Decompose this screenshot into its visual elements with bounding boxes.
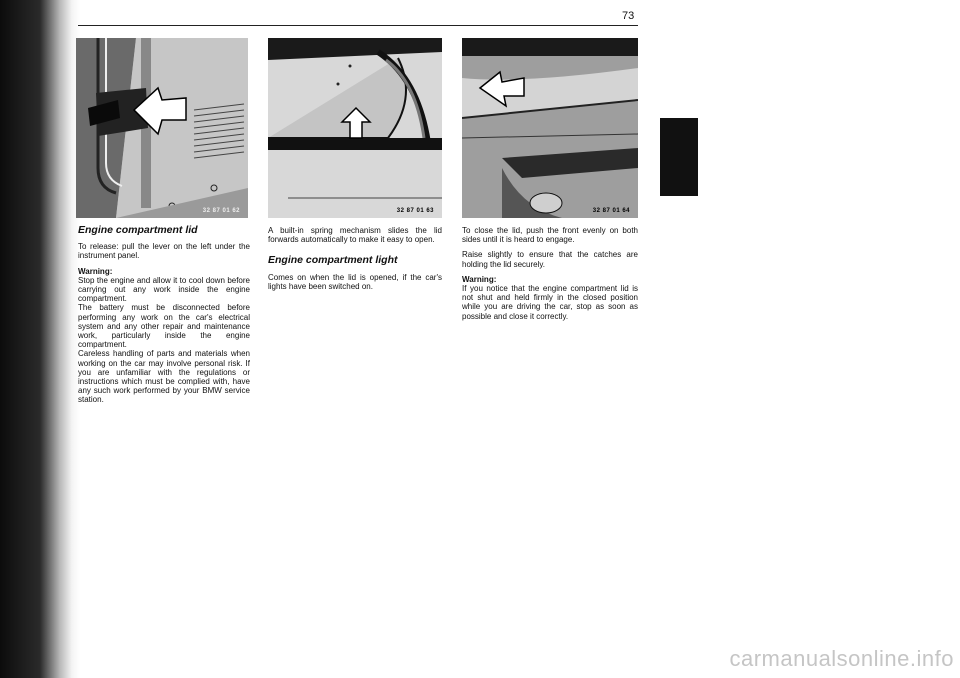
spring-mechanism-illustration xyxy=(268,38,442,218)
text-column-2 xyxy=(268,226,442,297)
text-column-1 xyxy=(78,226,250,411)
catch-check-text: Raise slightly to ensure that the catches are holding the lid securely. xyxy=(462,250,638,269)
warning-text: Stop the engine and allow it to cool down before carrying out any work inside the engine compartment. xyxy=(78,275,250,304)
heading-engine-compartment-lid: Engine compartment lid xyxy=(78,224,198,236)
warning-label: Warning: xyxy=(78,266,113,276)
page-number: 73 xyxy=(622,10,635,22)
light-description: Comes on when the lid is opened, if the car's lights have been switched on. xyxy=(268,272,442,291)
chapter-tab-marker xyxy=(660,118,698,196)
warning-text: If you notice that the engine compartment lid is not shut and held firmly in the closed position while you are driving the car, stop as soon as possible and close it correctly. xyxy=(462,284,638,321)
header-rule xyxy=(78,25,638,26)
watermark: carmanualsonline.info xyxy=(729,646,954,671)
release-lever-illustration xyxy=(76,38,248,218)
warning-text: The battery must be disconnected before performing any work on the car's electrical system and any other repair and maintenance work, particularly inside the engine compartment. xyxy=(78,303,250,350)
spring-mechanism-text: A built-in spring mechanism slides the lid forwards automatically to make it easy to open. xyxy=(268,226,442,245)
figure-spring-mechanism xyxy=(268,38,442,218)
warning-block xyxy=(462,275,638,321)
warning-block xyxy=(78,267,250,405)
figure-release-lever xyxy=(76,38,248,218)
text-column-3 xyxy=(462,226,638,327)
figure-code: 32 87 01 64 xyxy=(592,208,630,214)
release-instructions: To release: pull the lever on the left under the instrument panel. xyxy=(78,242,250,261)
warning-text: Careless handling of parts and materials when working on the car may involve personal risk. If you are unfamiliar with the regulations or instructions which must be complied with, have any such work performed by your BMW service station. xyxy=(78,349,250,405)
book-binding-shadow xyxy=(0,0,80,678)
warning-label: Warning: xyxy=(462,274,497,284)
figure-code: 32 87 01 62 xyxy=(202,208,240,214)
close-lid-illustration xyxy=(462,38,638,218)
closing-instructions: To close the lid, push the front evenly on both sides until it is heard to engage. xyxy=(462,226,638,245)
heading-engine-compartment-light: Engine compartment light xyxy=(268,254,398,267)
figure-close-lid xyxy=(462,38,638,218)
figure-code: 32 87 01 63 xyxy=(396,208,434,214)
